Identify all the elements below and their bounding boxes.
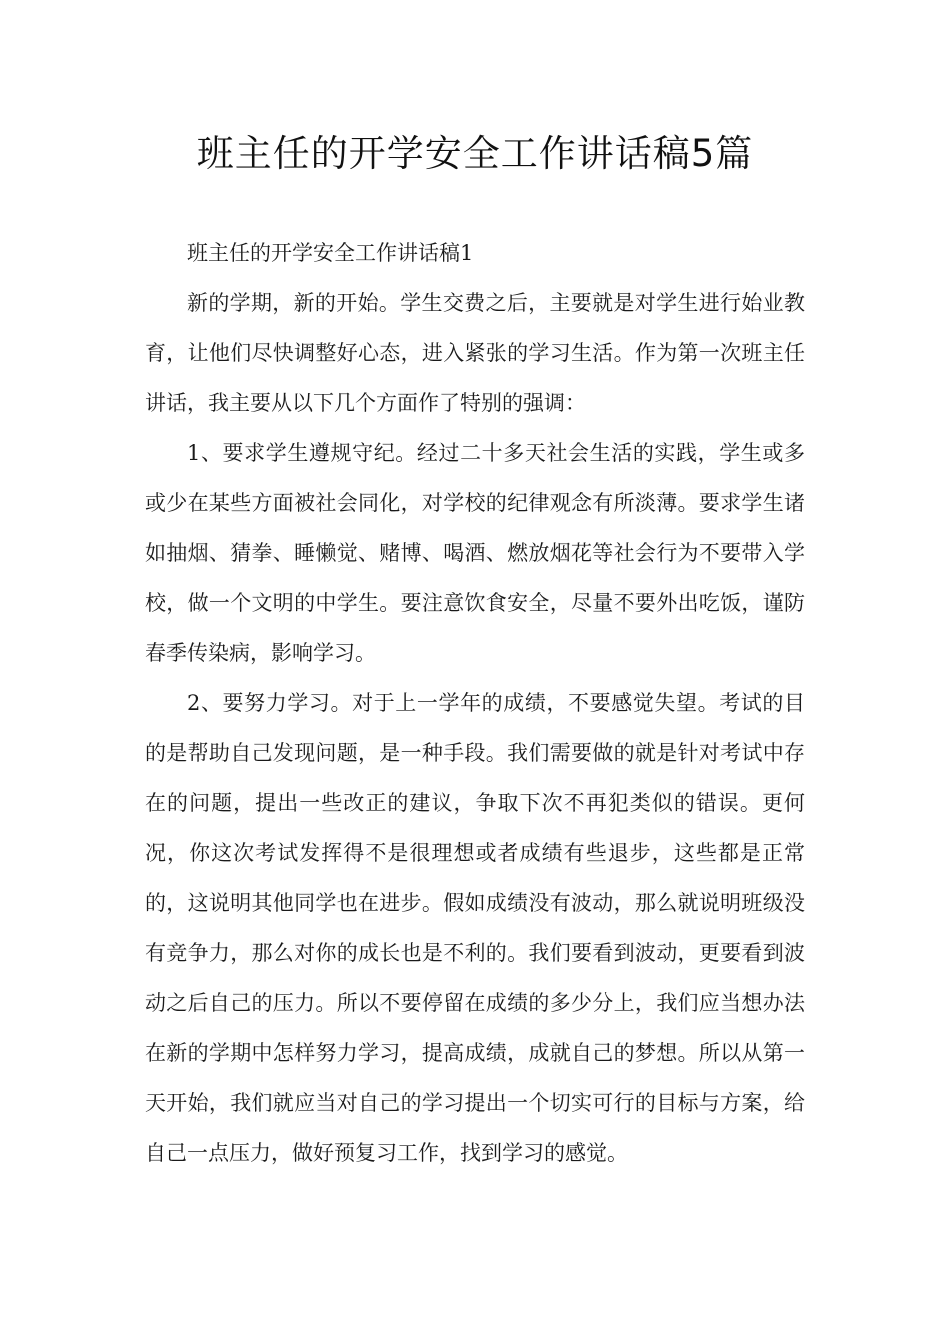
document-title: 班主任的开学安全工作讲话稿5篇	[196, 132, 754, 175]
document-body	[145, 228, 805, 1178]
paragraph-intro: 新的学期，新的开始。学生交费之后，主要就是对学生进行始业教育，让他们尽快调整好心态，进入紧张的学习生活。作为第一次班主任讲话，我主要从以下几个方面作了特别的强调：	[145, 291, 805, 415]
paragraph-point-1: 1、要求学生遵规守纪。经过二十多天社会生活的实践，学生或多或少在某些方面被社会同化，对学校的纪律观念有所淡薄。要求学生诸如抽烟、猜拳、睡懒觉、赌博、喝酒、燃放烟花等社会行为不要带入学校，做一个文明的中学生。要注意饮食安全，尽量不要外出吃饭，谨防春季传染病，影响学习。	[145, 441, 805, 665]
section-heading: 班主任的开学安全工作讲话稿1	[187, 241, 474, 265]
paragraph-point-2: 2、要努力学习。对于上一学年的成绩，不要感觉失望。考试的目的是帮助自己发现问题，是一种手段。我们需要做的就是针对考试中存在的问题，提出一些改正的建议，争取下次不再犯类似的错误。更何况，你这次考试发挥得不是很理想或者成绩有些退步，这些都是正常的，这说明其他同学也在进步。假如成绩没有波动，那么就说明班级没有竞争力，那么对你的成长也是不利的。我们要看到波动，更要看到波动之后自己的压力。所以不要停留在成绩的多少分上，我们应当想办法在新的学期中怎样努力学习，提高成绩，成就自己的梦想。所以从第一天开始，我们就应当对自己的学习提出一个切实可行的目标与方案，给自己一点压力，做好预复习工作，找到学习的感觉。	[145, 691, 805, 1165]
